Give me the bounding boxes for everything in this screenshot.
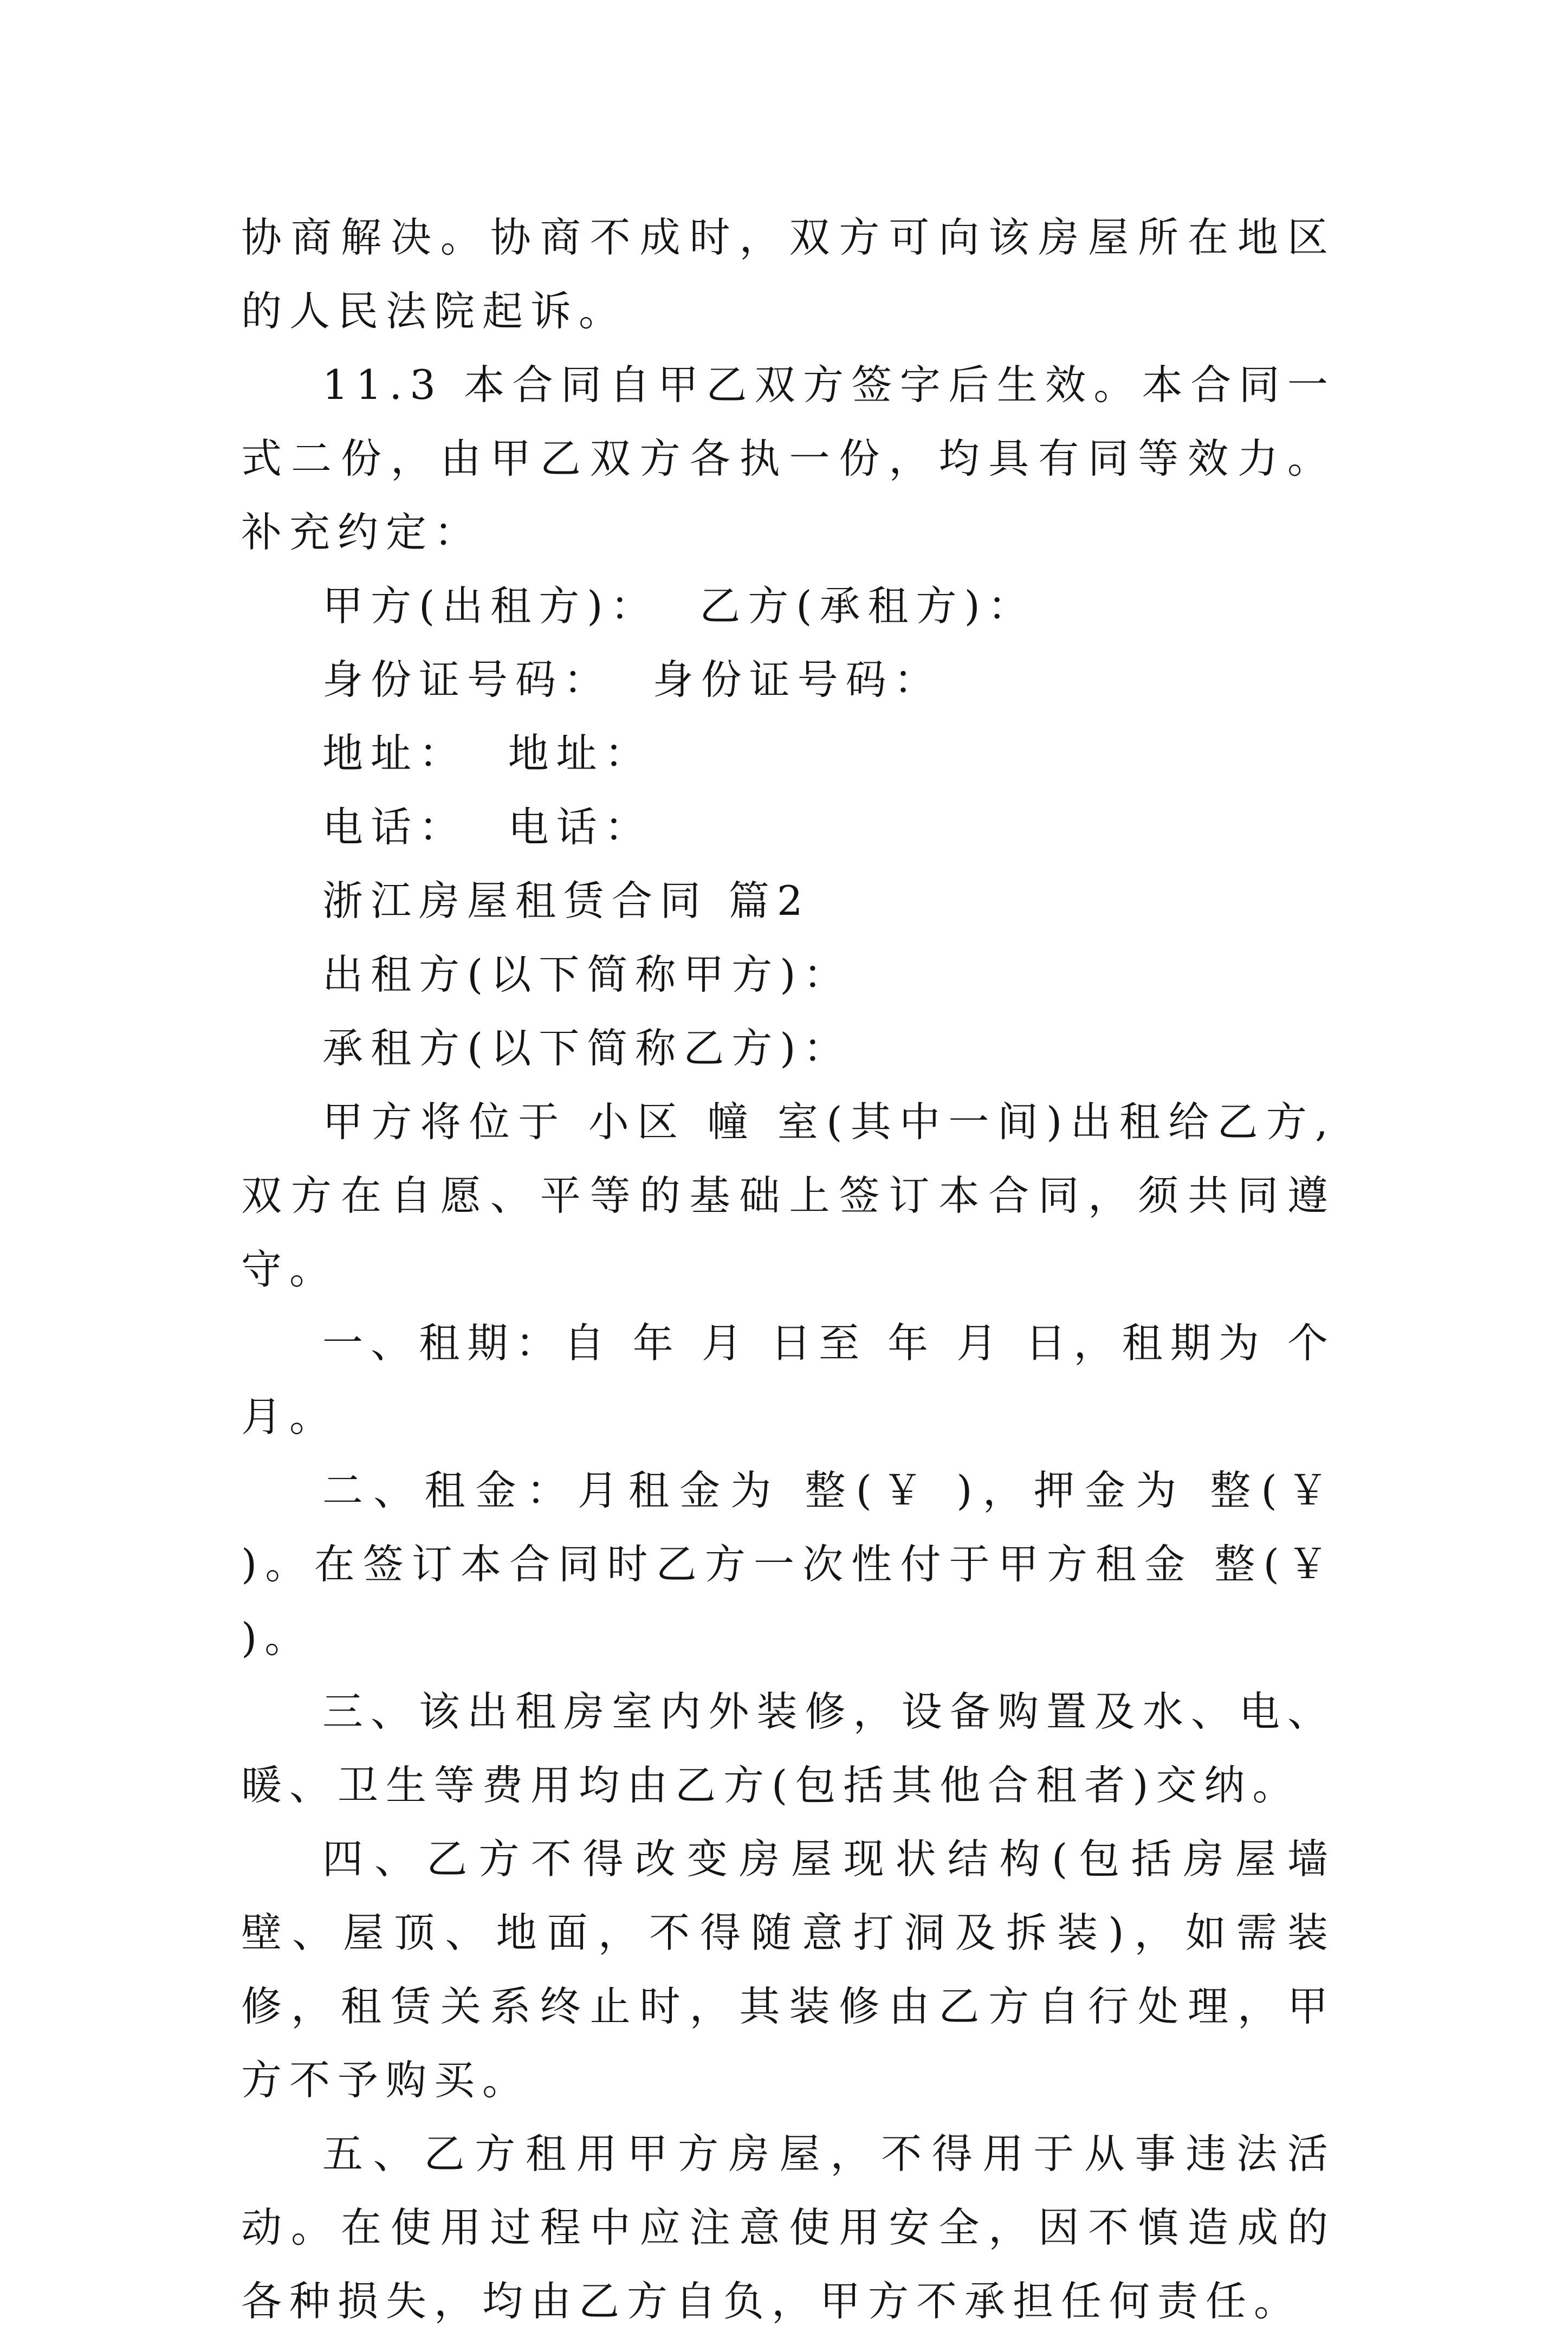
- paragraph-effectiveness-clause: 11.3 本合同自甲乙双方签字后生效。本合同一式二份，由甲乙双方各执一份，均具有同等效力。补充约定：: [241, 361, 1336, 556]
- signature-party-labels: 甲方(出租方)： 乙方(承租方)：: [322, 582, 1036, 630]
- clause-structure: 四、乙方不得改变房屋现状结构(包括房屋墙壁、屋顶、地面，不得随意打洞及拆装)，如需装修，租赁关系终止时，其装修由乙方自行处理，甲方不予购买。: [241, 1835, 1336, 2104]
- paragraph-premises: 甲方将位于 小区 幢 室(其中一间)出租给乙方,双方在自愿、平等的基础上签订本合同，须共同遵守。: [241, 1098, 1336, 1293]
- signature-id-number-labels: 身份证号码： 身份证号码：: [322, 656, 942, 703]
- lessor-label: 出租方(以下简称甲方)：: [322, 951, 852, 998]
- signature-address-labels: 地址： 地址：: [322, 729, 653, 777]
- clause-rent: 二、租金：月租金为 整(￥ )，押金为 整(￥ )。在签订本合同时乙方一次性付于甲方租金 整(￥ )。: [241, 1467, 1356, 1662]
- section-title-contract-2: 浙江房屋租赁合同 篇2: [322, 877, 811, 925]
- lessee-label: 承租方(以下简称乙方)：: [322, 1024, 852, 1072]
- document-page: [241, 201, 1356, 2338]
- clause-fees: 三、该出租房室内外装修，设备购置及水、电、暖、卫生等费用均由乙方(包括其他合租者)交纳。: [241, 1688, 1336, 1809]
- clause-usage: 五、乙方租用甲方房屋，不得用于从事违法活动。在使用过程中应注意使用安全，因不慎造成的各种损失，均由乙方自负，甲方不承担任何责任。: [241, 2130, 1336, 2325]
- clause-lease-term: 一、租期：自 年 月 日至 年 月 日，租期为 个月。: [241, 1319, 1336, 1441]
- paragraph-dispute-resolution: 协商解决。协商不成时，双方可向该房屋所在地区的人民法院起诉。: [241, 214, 1336, 335]
- signature-phone-labels: 电话： 电话：: [322, 803, 653, 851]
